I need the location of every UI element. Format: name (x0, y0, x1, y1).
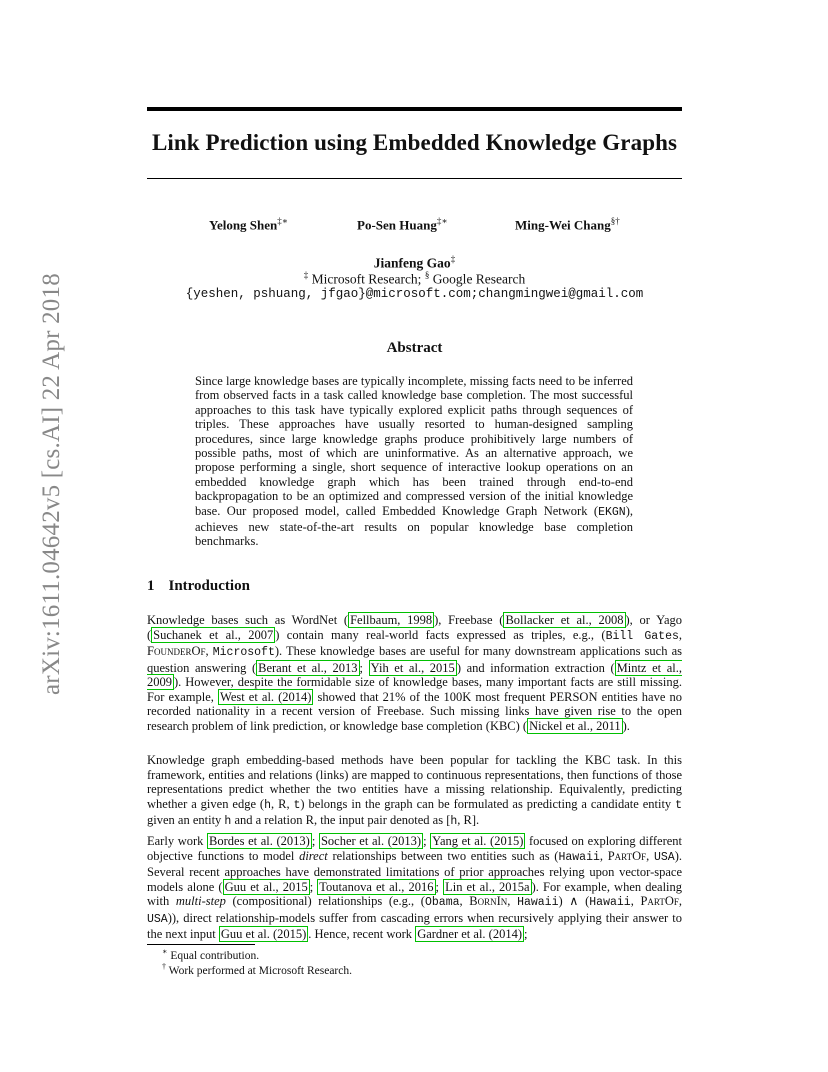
citation-link[interactable]: Yih et al., 2015 (370, 660, 455, 675)
citation-link[interactable]: Fellbaum, 1998 (350, 613, 433, 627)
intro-paragraph-3: Early work Bordes et al. (2013) ; Socher et al. (2013) ; Yang et al. (2015) focused on exploring different objective functions to model direct relationships between two entities such as (Hawaii, PartOf, USA). Several recent approaches have demonstrated limitations of prior approaches relying upon vector-space models alone ( Guu et al., 2015 ; Toutanova et al., 2016 ; Lin et al., 2015a ). For example, when dealing with multi-step (compositional) relationships (e.g., (Obama, BornIn, Hawaii) ∧ (Hawaii, PartOf, USA)), direct relationship-models suffer from cascading errors when recursively applying their answer to the next input Guu et al. (2015) . Hence, recent work Gardner et al. (2014) ; (147, 834, 683, 941)
intro-paragraph-2: Knowledge graph embedding-based methods have been popular for tackling the KBC task. In this framework, entities and relations (links) are mapped to continuous representations, then functions of those representations predict whether the two entities have a missing relationship. Equivalently, predicting whether a given edge (h, R, t) belongs in the graph can be formulated as predicting a candidate entity t given an entity h and a relation R, the input pair denoted as [h, R]. (147, 753, 683, 828)
citation-link[interactable]: Socher et al. (2013) (320, 834, 422, 848)
citation-link[interactable]: Suchanek et al., 2007 (153, 627, 274, 642)
citation-link[interactable]: Berant et al., 2013 (258, 660, 358, 675)
intro-paragraph-1: Knowledge bases such as WordNet ( Fellbaum, 1998 ), Freebase ( Bollacker et al., 2008 ), or Yago ( Suchanek et al., 2007 ) contain many real-world facts expressed as triples, e.g., (Bill Gates, FounderOf, Microsoft). These knowledge bases are useful for many downstream applications such as question answering ( Berant et al., 2013 ; Yih et al., 2015 ) and information extraction ( Mintz et al., 2009 ). However, despite the formidable size of knowledge bases, many important facts are still missing. For example, West et al. (2014) showed that 21% of the 100K most frequent PERSON entities have no recorded nationality in a recent version of Freebase. Such missing links have given rise to the open research problem of link prediction, or knowledge base completion (KBC) ( Nickel et al., 2011 ). (147, 613, 683, 733)
paper-title: Link Prediction using Embedded Knowledge Graphs (151, 130, 678, 155)
abstract-heading: Abstract (386, 340, 443, 356)
footnote-1: ∗ Equal contribution. (162, 947, 260, 962)
author-emails: {yeshen, pshuang, jfgao}@microsoft.com;changmingwei@gmail.com (185, 287, 644, 301)
affiliations: ‡ Microsoft Research; § Google Research (303, 270, 526, 287)
footnote-2: † Work performed at Microsoft Research. (162, 962, 352, 977)
section-heading-introduction: 1 Introduction (147, 578, 250, 594)
arxiv-stamp: arXiv:1611.04642v5 [cs.AI] 22 Apr 2018 (38, 273, 65, 695)
author-2: Po-Sen Huang‡∗ (357, 216, 448, 233)
citation-link[interactable]: West et al. (2014) (220, 689, 312, 704)
citation-link[interactable]: Toutanova et al., 2016 (319, 879, 434, 894)
title-bottom-rule (147, 178, 682, 179)
citation-link[interactable]: Nickel et al., 2011 (529, 718, 621, 733)
author-4: Jianfeng Gao‡ (373, 254, 456, 271)
citation-link[interactable]: Gardner et al. (2014) (417, 927, 523, 941)
abstract-body: Since large knowledge bases are typically incomplete, missing facts need to be inferred from observed facts in a task called knowledge base completion. The most successful approaches to this task have typically explored explicit paths through sequences of triples. These approaches have usually resorted to human-designed sampling procedures, since large knowledge graphs produce prohibitively large numbers of possible paths, most of which are uninformative. As an alternative approach, we propose performing a single, short sequence of interactive lookup operations on an embedded knowledge graph which has been trained through end-to-end backpropagation to be an optimized and compressed version of the initial knowledge base. Our proposed model, called Embedded Knowledge Graph Network (EKGN), achieves new state-of-the-art results on popular knowledge base completion benchmarks. (195, 374, 633, 549)
citation-link[interactable]: Mintz et al., 2009 (147, 660, 682, 689)
author-3: Ming-Wei Chang§† (515, 216, 620, 233)
citation-link[interactable]: Bollacker et al., 2008 (505, 613, 624, 627)
citation-link[interactable]: Yang et al. (2015) (432, 834, 524, 848)
footnote-rule (147, 944, 255, 945)
author-1: Yelong Shen‡∗ (209, 216, 288, 233)
citation-link[interactable]: Bordes et al. (2013) (209, 834, 310, 848)
citation-link[interactable]: Lin et al., 2015a (445, 879, 530, 894)
top-thick-rule (147, 107, 682, 111)
citation-link[interactable]: Guu et al. (2015) (220, 927, 307, 941)
citation-link[interactable]: Guu et al., 2015 (224, 879, 308, 894)
